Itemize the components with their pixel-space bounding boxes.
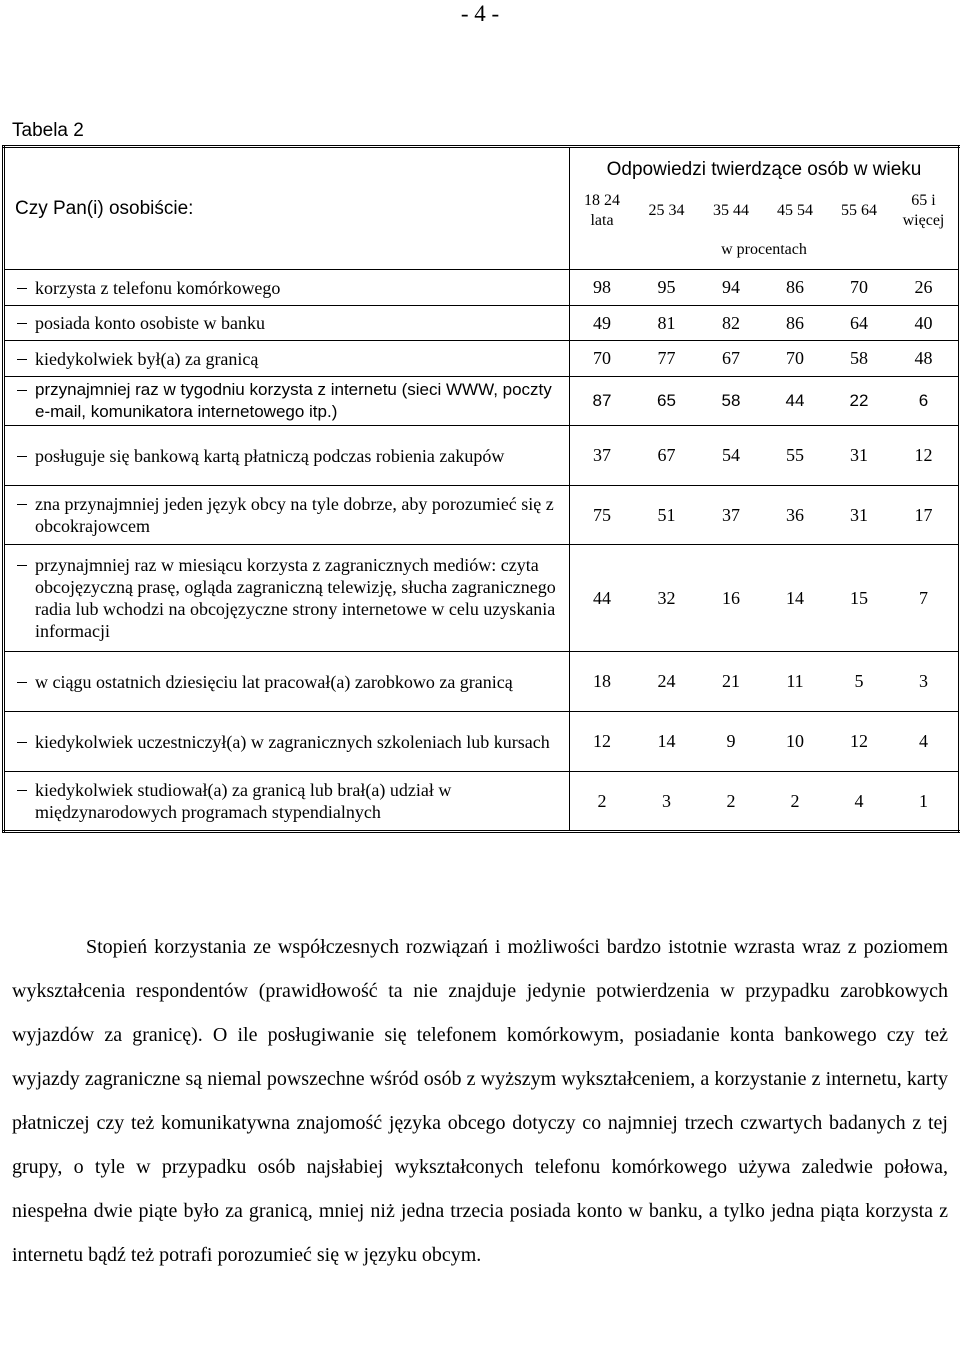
row-label-cell [4, 772, 570, 832]
value-cell: 44 [785, 391, 805, 410]
value-cell: 26 [914, 277, 933, 297]
row-label-wrapper [17, 493, 563, 537]
age-group-65-plus: 65 i więcej [902, 191, 945, 229]
value-cell: 70 [786, 348, 804, 368]
body-paragraph [12, 925, 948, 1277]
value-cell: 2 [597, 790, 607, 811]
row-label-wrapper [17, 445, 563, 467]
question-header: Czy Pan(i) osobiście: [4, 147, 570, 270]
row-values-cell [570, 772, 960, 832]
row-values-cell [570, 377, 960, 426]
value-cell: 87 [592, 391, 612, 410]
age-group-45-54: 45 54 [777, 201, 813, 219]
row-label-wrapper [17, 277, 563, 299]
value-cell: 7 [919, 587, 928, 608]
row-values-cell [570, 306, 960, 341]
value-cell: 51 [657, 504, 676, 525]
row-label-cell [4, 270, 570, 306]
dash-bullet-icon [17, 390, 27, 391]
row-label-cell [4, 377, 570, 426]
value-cell: 70 [593, 348, 611, 368]
row-values-cell [570, 712, 960, 772]
dash-bullet-icon [17, 565, 27, 566]
table-row [4, 772, 960, 832]
value-cell: 70 [850, 277, 868, 297]
row-label-cell [4, 652, 570, 712]
value-cell: 3 [919, 671, 928, 691]
value-cell: 31 [850, 504, 868, 525]
row-label-cell [4, 426, 570, 486]
value-cell: 48 [914, 348, 933, 368]
row-values-cell [570, 545, 960, 652]
value-cell: 86 [786, 277, 804, 297]
table-caption: Tabela 2 [12, 120, 84, 141]
value-cell: 31 [850, 445, 868, 465]
value-cell: 22 [849, 391, 869, 410]
table-row [4, 306, 960, 341]
row-values [570, 731, 958, 752]
row-label: posługuje się bankową kartą płatniczą podczas robienia zakupów [35, 445, 505, 466]
row-label: przynajmniej raz w miesiącu korzysta z zagranicznych mediów: czyta obcojęzyczną prasę, ogląda zagraniczną telewizję, słucha zagranicznego radia lub wchodzi na obcojęzyczne strony internetowe w celu uzyskania informacji [35, 555, 556, 641]
age-groups-row [570, 185, 958, 237]
row-values [570, 313, 958, 334]
value-cell: 65 [657, 391, 676, 410]
row-values-cell [570, 652, 960, 712]
row-values [570, 445, 958, 466]
dash-bullet-icon [17, 504, 27, 505]
value-cell: 14 [786, 587, 804, 608]
row-values-cell [570, 341, 960, 377]
value-cell: 36 [786, 504, 804, 525]
group-header: Odpowiedzi twierdzące osób w wieku [606, 158, 922, 180]
row-label-wrapper [17, 779, 563, 823]
dash-bullet-icon [17, 323, 27, 324]
results-table [2, 145, 960, 833]
value-cell: 1 [919, 790, 928, 811]
row-label: kiedykolwiek był(a) za granicą [35, 348, 259, 369]
row-label-wrapper [17, 671, 563, 693]
page-number: - 4 - [460, 1, 500, 26]
value-cell: 24 [657, 671, 676, 691]
value-cell: 77 [657, 348, 676, 368]
dash-bullet-icon [17, 682, 27, 683]
value-cell: 44 [593, 587, 611, 608]
row-label-cell [4, 545, 570, 652]
value-cell: 12 [914, 445, 933, 465]
row-values [570, 791, 958, 812]
row-values-cell [570, 486, 960, 545]
value-cell: 12 [593, 731, 611, 751]
dash-bullet-icon [17, 456, 27, 457]
row-label-wrapper [17, 554, 563, 642]
dash-bullet-icon [17, 790, 27, 791]
row-label-wrapper [17, 312, 563, 334]
value-cell: 81 [657, 312, 676, 333]
value-cell: 82 [722, 312, 740, 333]
value-cell: 67 [657, 445, 676, 465]
row-label-wrapper [17, 731, 563, 753]
value-cell: 9 [726, 731, 736, 751]
value-cell: 95 [657, 277, 676, 297]
dash-bullet-icon [17, 742, 27, 743]
age-group-header [570, 147, 960, 270]
row-label: w ciągu ostatnich dziesięciu lat pracował(a) zarobkowo za granicą [35, 671, 513, 692]
value-cell: 4 [919, 731, 928, 751]
value-cell: 75 [593, 504, 611, 525]
value-cell: 15 [850, 587, 868, 608]
table-header-row [4, 147, 960, 270]
value-cell: 54 [722, 445, 740, 465]
row-label: przynajmniej raz w tygodniu korzysta z internetu (sieci WWW, poczty e-mail, komunikatora internetowego itp.) [35, 380, 552, 421]
table-row [4, 545, 960, 652]
table-row [4, 341, 960, 377]
results-table-container [2, 145, 960, 833]
age-group-35-44: 35 44 [713, 201, 749, 219]
row-label-cell [4, 306, 570, 341]
dash-bullet-icon [17, 288, 27, 289]
unit-label: w procentach [721, 240, 807, 258]
row-label: kiedykolwiek studiował(a) za granicą lub brał(a) udział w międzynarodowych programach stypendialnych [35, 780, 452, 822]
value-cell: 37 [593, 445, 611, 465]
value-cell: 55 [786, 445, 804, 465]
value-cell: 18 [593, 671, 611, 691]
value-cell: 32 [657, 587, 676, 608]
value-cell: 21 [722, 671, 740, 691]
row-label: zna przynajmniej jeden język obcy na tyle dobrze, aby porozumieć się z obcokrajowcem [35, 494, 554, 536]
value-cell: 11 [786, 671, 804, 691]
value-cell: 86 [786, 312, 804, 333]
value-cell: 17 [914, 504, 933, 525]
row-label-cell [4, 712, 570, 772]
value-cell: 12 [850, 731, 868, 751]
value-cell: 67 [722, 348, 740, 368]
value-cell: 98 [593, 277, 611, 297]
value-cell: 14 [657, 731, 676, 751]
row-label-wrapper [17, 348, 563, 370]
age-group-55-64: 55 64 [841, 201, 877, 219]
table-row [4, 377, 960, 426]
value-cell: 3 [662, 790, 671, 811]
table-row [4, 712, 960, 772]
row-values-cell [570, 270, 960, 306]
table-row [4, 486, 960, 545]
value-cell: 6 [918, 391, 929, 410]
table-row [4, 426, 960, 486]
value-cell: 2 [726, 790, 736, 811]
paragraph-text: Stopień korzystania ze współczesnych rozwiązań i możliwości bardzo istotnie wzrasta wraz z poziomem wykształcenia respondentów (prawidłowość ta nie znajduje jedynie potwierdzenia w przypadku zarobkowych wyjazdów za granicę). O ile posługiwanie się telefonem komórkowym, posiadanie konta bankowego czy też wyjazdy zagraniczne są niemal powszechne wśród osób z wyższym wykształceniem, a korzystanie z internetu, karty płatniczej czy też komunikatywna znajomość języka obcego dotyczy co najmniej trzech czwartych badanych z tej grupy, o tyle w przypadku osób najsłabiej wykształconych telefonu komórkowego używa zaledwie połowa, niespełna dwie piąte było za granicą, mniej niż jedna trzecia posiada konto w banku, a tylko jedna piąta korzysta z internetu bądź też potrafi porozumieć się w języku obcym. [12, 936, 948, 1266]
value-cell: 58 [721, 391, 741, 410]
value-cell: 64 [850, 312, 868, 333]
row-values [570, 277, 958, 298]
value-cell: 37 [722, 504, 740, 525]
row-values [570, 348, 958, 369]
row-values-cell [570, 426, 960, 486]
value-cell: 94 [722, 277, 740, 297]
row-values [570, 505, 958, 526]
value-cell: 10 [786, 731, 804, 751]
row-values [570, 588, 958, 609]
value-cell: 40 [914, 312, 933, 333]
row-label-cell [4, 486, 570, 545]
age-group-25-34: 25 34 [648, 201, 685, 219]
value-cell: 49 [593, 312, 611, 333]
value-cell: 2 [790, 790, 800, 811]
value-cell: 58 [850, 348, 868, 368]
row-label-cell [4, 341, 570, 377]
value-cell: 16 [722, 587, 740, 608]
row-values [570, 391, 958, 411]
table-row [4, 652, 960, 712]
row-label: kiedykolwiek uczestniczył(a) w zagranicznych szkoleniach lub kursach [35, 731, 550, 752]
row-label: korzysta z telefonu komórkowego [35, 277, 281, 298]
row-label-wrapper [17, 379, 563, 423]
dash-bullet-icon [17, 359, 27, 360]
row-values [570, 671, 958, 692]
row-label: posiada konto osobiste w banku [35, 313, 265, 333]
age-group-18-24: 18 24 lata [584, 191, 620, 229]
value-cell: 5 [854, 671, 864, 691]
value-cell: 4 [854, 790, 864, 811]
table-row [4, 270, 960, 306]
